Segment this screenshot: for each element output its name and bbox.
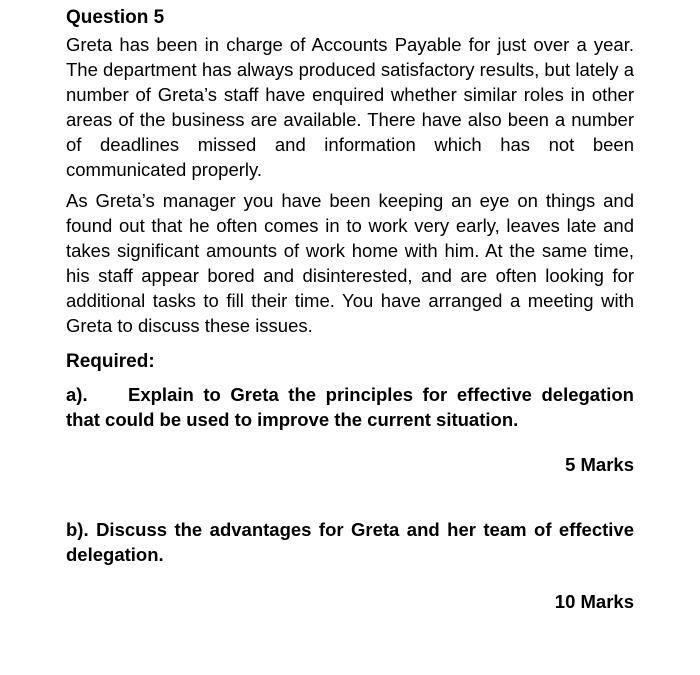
required-heading: Required: xyxy=(66,351,155,372)
part-a-label: a). xyxy=(66,384,88,405)
part-a-marks: 5 Marks xyxy=(565,454,634,475)
question-title: Question 5 xyxy=(66,7,165,28)
scenario-paragraph-2: As Greta’s manager you have been keeping an eye on things and found out that he often comes in to work very early, leaves late and takes significant amounts of work home with him. At the same time, his staff appear bored and disinterested, and are often looking for additional tasks to fill their time. You have arranged a meeting with Greta to discuss these issues. xyxy=(66,190,634,336)
part-a-text: Explain to Greta the principles for effective delegation that could be used to improve the current situation. xyxy=(66,384,634,430)
part-b-label: b). xyxy=(66,519,89,540)
part-a xyxy=(66,382,634,432)
part-b-marks: 10 Marks xyxy=(554,591,634,612)
scenario-paragraph-1: Greta has been in charge of Accounts Payable for just over a year. The department has always produced satisfactory results, but lately a number of Greta’s staff have enquired whether similar roles in other areas of the business are available. There have also been a number of deadlines missed and information which has not been communicated properly. xyxy=(66,34,634,180)
part-b xyxy=(66,517,634,567)
part-b-text: Discuss the advantages for Greta and her team of effective delegation. xyxy=(66,519,634,565)
